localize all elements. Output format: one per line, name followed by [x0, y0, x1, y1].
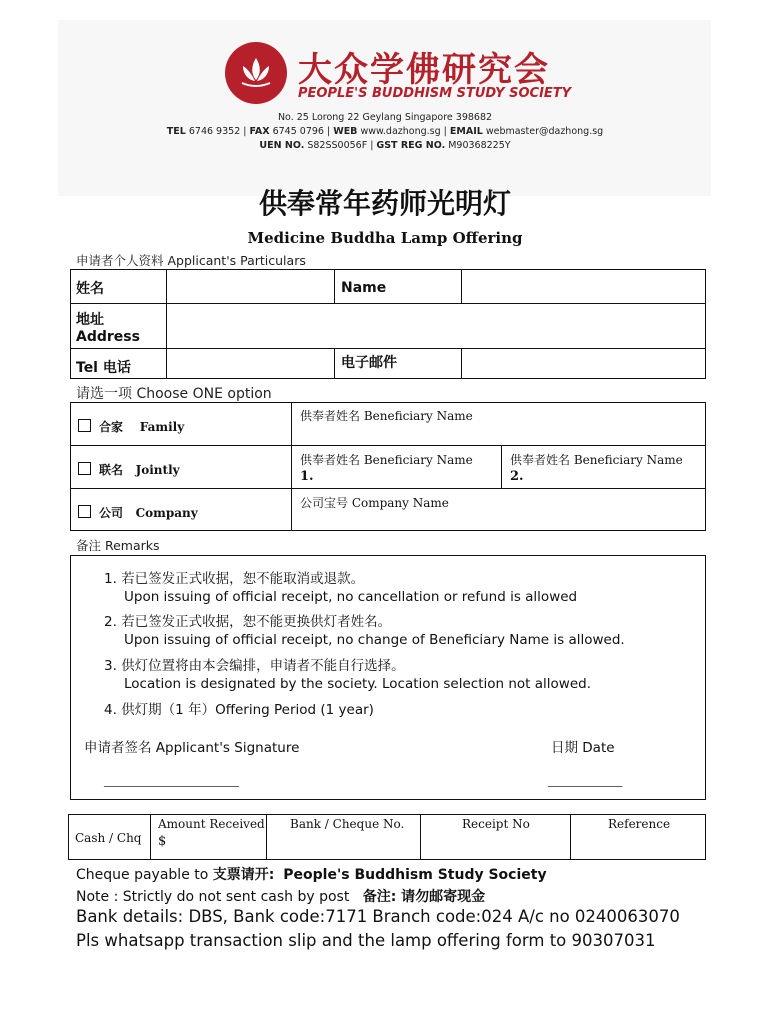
uen-label: UEN NO.: [259, 140, 305, 151]
jointly-en: Jointly: [135, 463, 180, 477]
company-option[interactable]: [78, 504, 198, 521]
uen-value: S82SS0056F: [307, 140, 368, 151]
family-cn: 合家: [99, 420, 124, 434]
signature-line[interactable]: ____________________: [104, 772, 239, 788]
address-cn-label: 地址: [76, 312, 104, 328]
tel-field[interactable]: [166, 348, 335, 379]
email-value: webmaster@dazhong.sg: [485, 126, 604, 137]
form-title-cn: 供奉常年药师光明灯: [258, 187, 511, 220]
amount-received-label: Amount Received: [158, 817, 265, 831]
jointly-cn: 联名: [99, 463, 124, 477]
family-option[interactable]: [78, 418, 184, 435]
particulars-section-label: 申请者个人资料 Applicant's Particulars: [76, 253, 306, 268]
company-cn: 公司: [99, 506, 124, 520]
form-title-en: Medicine Buddha Lamp Offering: [247, 229, 523, 247]
options-section-label: 请选一项 Choose ONE option: [76, 386, 272, 402]
org-address: No. 25 Lorong 22 Geylang Singapore 398682: [277, 112, 493, 123]
org-name-en: PEOPLE'S BUDDHISM STUDY SOCIETY: [298, 86, 572, 101]
signature-label: 申请者签名 Applicant's Signature: [84, 740, 300, 756]
tel-value: 6746 9352: [188, 126, 241, 137]
remarks-section-label: 备注 Remarks: [76, 538, 160, 553]
email-label: EMAIL: [449, 126, 483, 137]
registration-line: UEN NO. S82SS0056F | GST REG NO. M90368225Y: [259, 140, 511, 151]
cheque-prefix: Cheque payable to: [76, 867, 209, 883]
family-en: Family: [139, 420, 185, 434]
reference-label: Reference: [608, 817, 671, 831]
company-checkbox[interactable]: [78, 505, 91, 518]
company-en: Company: [135, 506, 198, 520]
fax-value: 6745 0796: [272, 126, 324, 137]
currency-symbol: $: [158, 834, 167, 849]
remark-3-cn: 3. 供灯位置将由本会编排，申请者不能自行选择。: [104, 658, 405, 674]
name-en-label: Name: [341, 280, 387, 296]
tel-label: TEL: [166, 126, 186, 137]
name-cn-label: 姓名: [76, 281, 104, 297]
lotus-icon: [237, 54, 275, 92]
remark-4: 4. 供灯期（1 年）Offering Period (1 year): [104, 702, 374, 718]
beneficiary-num-2: 2.: [510, 469, 524, 484]
name-en-field[interactable]: [461, 269, 706, 304]
bank-details: Bank details: DBS, Bank code:7171 Branch code:024 A/c no 0240063070: [76, 907, 680, 926]
jointly-option[interactable]: [78, 461, 180, 478]
jointly-beneficiary2-label: 供奉者姓名 Beneficiary Name: [510, 453, 683, 467]
gst-value: M90368225Y: [448, 140, 511, 151]
beneficiary-num-1: 1.: [300, 469, 314, 484]
note-line: [76, 886, 485, 906]
remark-1-cn: 1. 若已签发正式收据，恕不能取消或退款。: [104, 571, 365, 587]
gst-label: GST REG NO.: [376, 140, 446, 151]
note-cn: 备注: 请勿邮寄现金: [362, 889, 486, 905]
email-field[interactable]: [461, 348, 706, 379]
remark-3-en: Location is designated by the society. Location selection not allowed.: [124, 676, 591, 692]
name-cn-field[interactable]: [166, 269, 335, 304]
address-field[interactable]: [166, 303, 706, 349]
cheque-payee: People's Buddhism Study Society: [283, 867, 547, 883]
fax-label: FAX: [249, 126, 270, 137]
cash-chq-label: Cash / Chq: [75, 831, 142, 845]
date-label: 日期 Date: [551, 740, 615, 756]
web-label: WEB: [333, 126, 358, 137]
org-name-cn: 大众学佛研究会: [298, 50, 550, 90]
address-en-label: Address: [76, 329, 140, 345]
contact-line: TEL 6746 9352 | FAX 6745 0796 | WEB www.dazhong.sg | EMAIL webmaster@dazhong.sg: [166, 126, 604, 137]
bank-cheque-label: Bank / Cheque No.: [290, 817, 405, 831]
remark-2-en: Upon issuing of official receipt, no change of Beneficiary Name is allowed.: [124, 632, 625, 648]
company-name-label: 公司宝号 Company Name: [300, 496, 449, 510]
jointly-checkbox[interactable]: [78, 462, 91, 475]
whatsapp-note: Pls whatsapp transaction slip and the lamp offering form to 90307031: [76, 931, 656, 950]
cheque-payable-line: [76, 864, 547, 884]
jointly-beneficiary1-label: 供奉者姓名 Beneficiary Name: [300, 453, 473, 467]
family-beneficiary-label: 供奉者姓名 Beneficiary Name: [300, 409, 473, 423]
cheque-cn: 支票请开:: [212, 867, 275, 883]
tel-label: Tel 电话: [76, 360, 131, 376]
web-value: www.dazhong.sg: [360, 126, 441, 137]
remark-1-en: Upon issuing of official receipt, no cancellation or refund is allowed: [124, 589, 578, 605]
receipt-no-label: Receipt No: [462, 817, 530, 831]
date-line[interactable]: ___________: [548, 772, 623, 788]
family-checkbox[interactable]: [78, 419, 91, 432]
note-en: Note : Strictly do not sent cash by post: [76, 889, 350, 905]
email-cn-label: 电子邮件: [341, 355, 397, 371]
remark-2-cn: 2. 若已签发正式收据，恕不能更换供灯者姓名。: [104, 614, 392, 630]
